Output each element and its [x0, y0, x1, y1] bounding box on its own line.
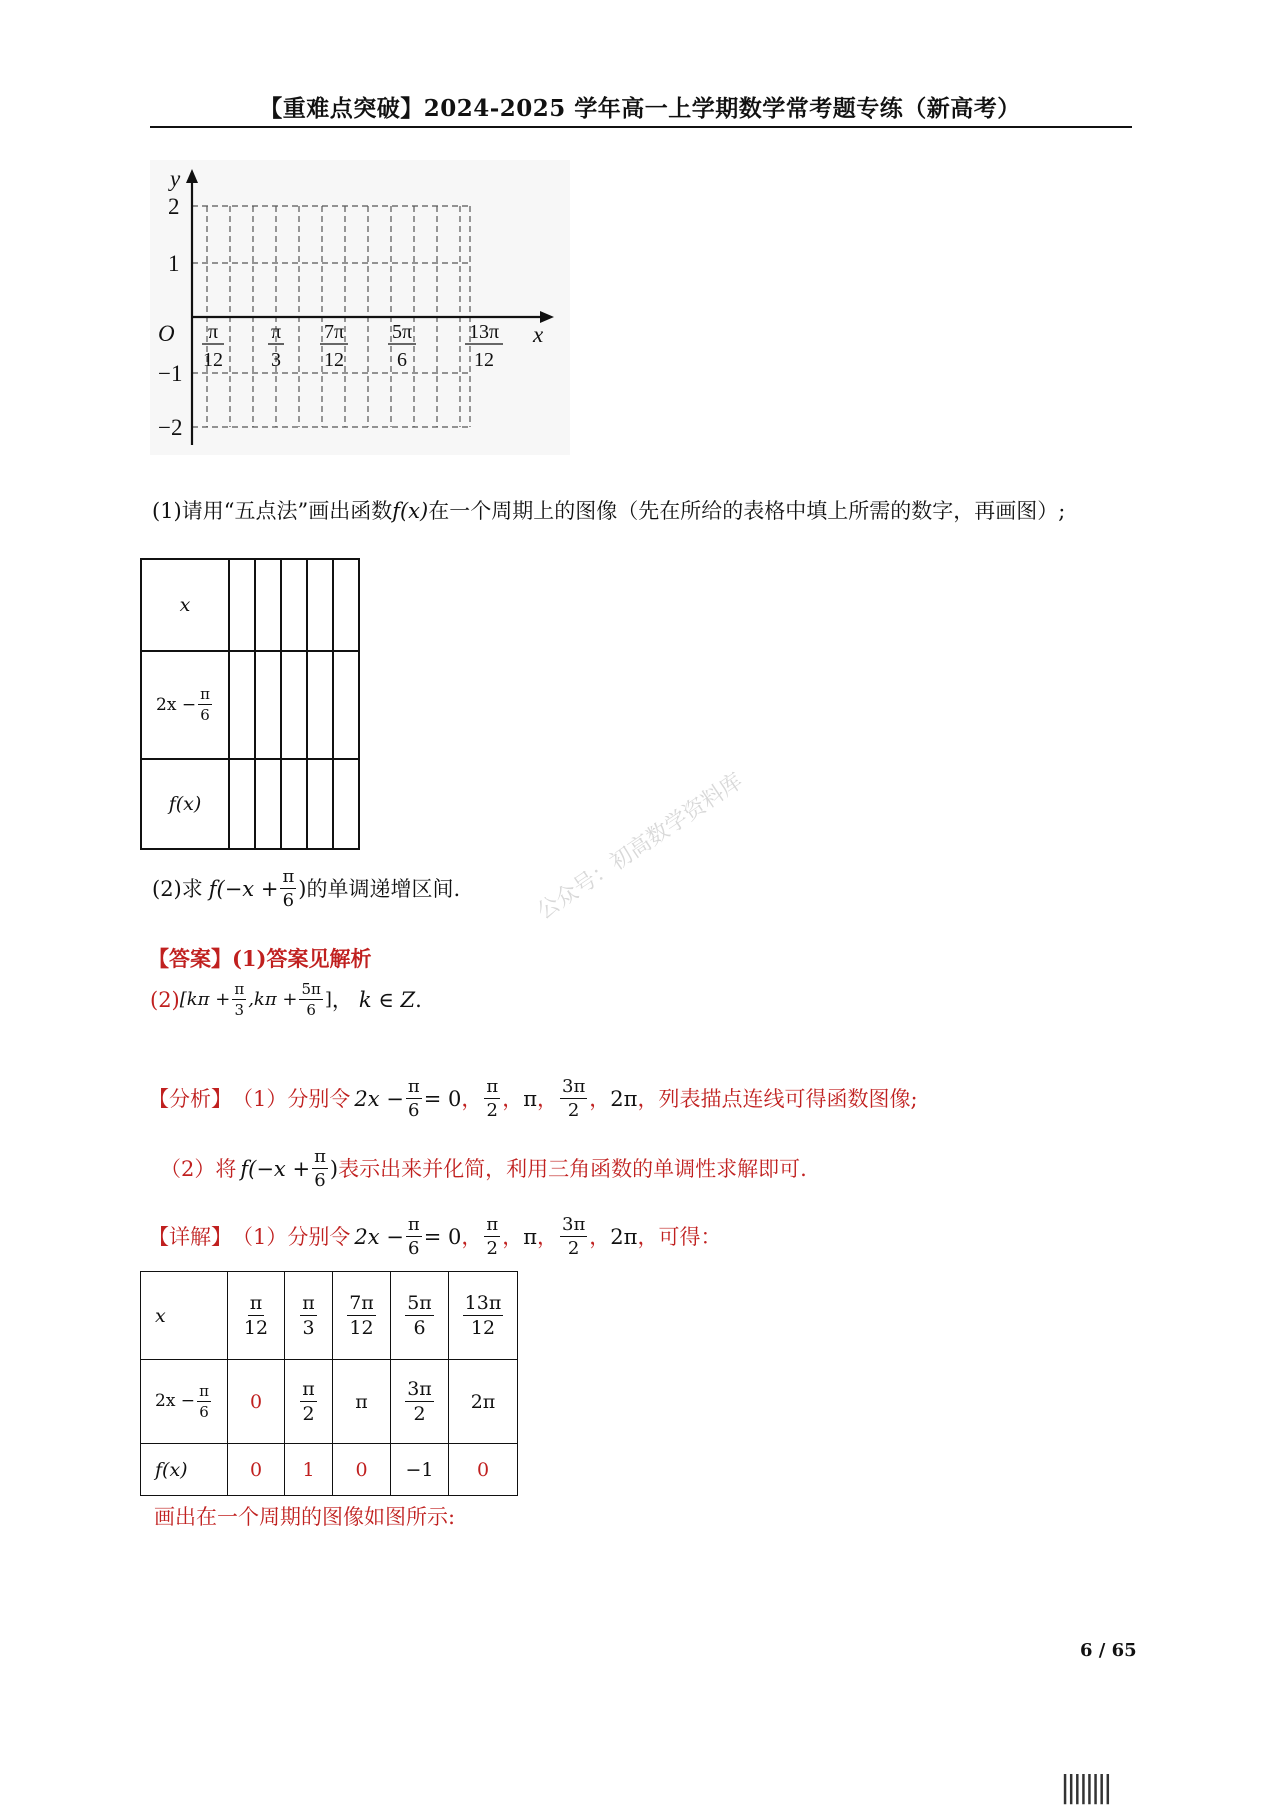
blank-cell — [281, 759, 307, 849]
table-cell: $\frac{\pi}{3}$ — [285, 1272, 333, 1360]
blank-five-point-table — [140, 558, 360, 850]
table-cell: $\frac{3\pi}{2}$ — [391, 1360, 449, 1444]
detail-line-1: 【详解】 （1）分别令 2x − $\frac{\pi}{6}$ = 0 ， $\frac{\pi}{2}$ ， π ， $\frac{3\pi}{2}$ ， 2π ，可得： — [148, 1214, 722, 1259]
y-tick-neg2: −2 — [158, 415, 183, 440]
header-divider — [150, 126, 1132, 128]
answer-line-2: (2) [kπ + $\frac{\pi}{3}$ ,kπ + $\frac{5\pi}{6}$ ] ， k ∈ Z . — [150, 980, 422, 1019]
table-row-label-2x-minus-pi6: 2x − $\frac{\pi}{6}$ — [141, 1360, 228, 1444]
page-number: 6 / 65 — [1080, 1640, 1137, 1661]
table-row-label-fx: f(x) — [141, 1444, 228, 1496]
svg-text:5π: 5π — [391, 321, 413, 343]
header-title: 【重难点突破】2024-2025 学年高一上学期数学常考题专练（新高考） — [259, 95, 1021, 122]
scan-mark: |||||||| — [1060, 1770, 1109, 1805]
table-row-label-2x-minus-pi6: 2x − $\frac{\pi}{6}$ — [141, 651, 229, 759]
svg-text:7π: 7π — [323, 321, 345, 343]
blank-cell — [307, 559, 333, 651]
origin-label: O — [158, 321, 175, 346]
svg-text:12: 12 — [474, 349, 494, 371]
coordinate-grid-graph — [150, 160, 570, 455]
blank-cell — [281, 651, 307, 759]
table-row-label-fx: f(x) — [141, 759, 229, 849]
table-cell: −1 — [391, 1444, 449, 1496]
analysis-label: 【分析】 — [148, 1087, 232, 1111]
table-cell: $\frac{5\pi}{6}$ — [391, 1272, 449, 1360]
blank-cell — [229, 559, 255, 651]
table-cell: 2π — [449, 1360, 518, 1444]
svg-text:π: π — [270, 321, 282, 343]
detail-closing-line: 画出在一个周期的图像如图所示: — [154, 1505, 456, 1529]
function-fx: f(x) — [392, 499, 429, 523]
table-cell: π — [333, 1360, 391, 1444]
svg-text:13π: 13π — [468, 321, 500, 343]
svg-text:12: 12 — [324, 349, 344, 371]
table-cell: 0 — [333, 1444, 391, 1496]
y-tick-neg1: −1 — [158, 361, 183, 386]
table-row-label-x: x — [141, 559, 229, 651]
question-1: (1)请用“五点法”画出函数f(x)在一个周期上的图像（先在所给的表格中填上所需的数字，再画图）; — [152, 499, 1066, 523]
table-cell: 1 — [285, 1444, 333, 1496]
table-cell: 0 — [228, 1444, 285, 1496]
question-2: (2)求 f(−x + $\frac{\pi}{6}$ ) 的单调递增区间. — [152, 866, 461, 911]
blank-cell — [307, 759, 333, 849]
table-cell: $\frac{13\pi}{12}$ — [449, 1272, 518, 1360]
y-tick-2: 2 — [168, 194, 180, 219]
answer-label: 【答案】 — [148, 946, 232, 971]
svg-text:6: 6 — [397, 349, 407, 371]
answer-five-point-table — [140, 1271, 518, 1496]
table-cell: 0 — [228, 1360, 285, 1444]
detail-label: 【详解】 — [148, 1225, 232, 1249]
blank-cell — [255, 559, 281, 651]
analysis-line-2: （2）将 f(−x + $\frac{\pi}{6}$ ) 表示出来并化简，利用三角函数的单调性求解即可. — [160, 1146, 807, 1191]
blank-cell — [229, 759, 255, 849]
blank-cell — [255, 651, 281, 759]
table-row-label-x: x — [141, 1272, 228, 1360]
table-cell: 0 — [449, 1444, 518, 1496]
blank-cell — [333, 759, 359, 849]
y-axis-label: y — [170, 166, 181, 191]
x-axis-label: x — [533, 322, 544, 347]
y-tick-1: 1 — [168, 251, 180, 276]
blank-cell — [229, 651, 255, 759]
blank-cell — [307, 651, 333, 759]
table-cell: $\frac{\pi}{12}$ — [228, 1272, 285, 1360]
blank-cell — [281, 559, 307, 651]
svg-text:3: 3 — [271, 349, 281, 371]
table-cell: $\frac{\pi}{2}$ — [285, 1360, 333, 1444]
blank-cell — [333, 559, 359, 651]
svg-text:π: π — [207, 321, 219, 343]
analysis-line-1: 【分析】 （1）分别令 2x − $\frac{\pi}{6}$ = 0 ， $\frac{\pi}{2}$ ， π ， $\frac{3\pi}{2}$ ， 2π ，列表描点连线可得函数图像; — [148, 1076, 918, 1121]
watermark: 公众号：初高数学资料库 — [532, 768, 748, 925]
blank-cell — [333, 651, 359, 759]
blank-cell — [255, 759, 281, 849]
svg-text:12: 12 — [203, 349, 223, 371]
answer-line-1: 【答案】(1)答案见解析 — [148, 946, 372, 971]
table-cell: $\frac{7\pi}{12}$ — [333, 1272, 391, 1360]
